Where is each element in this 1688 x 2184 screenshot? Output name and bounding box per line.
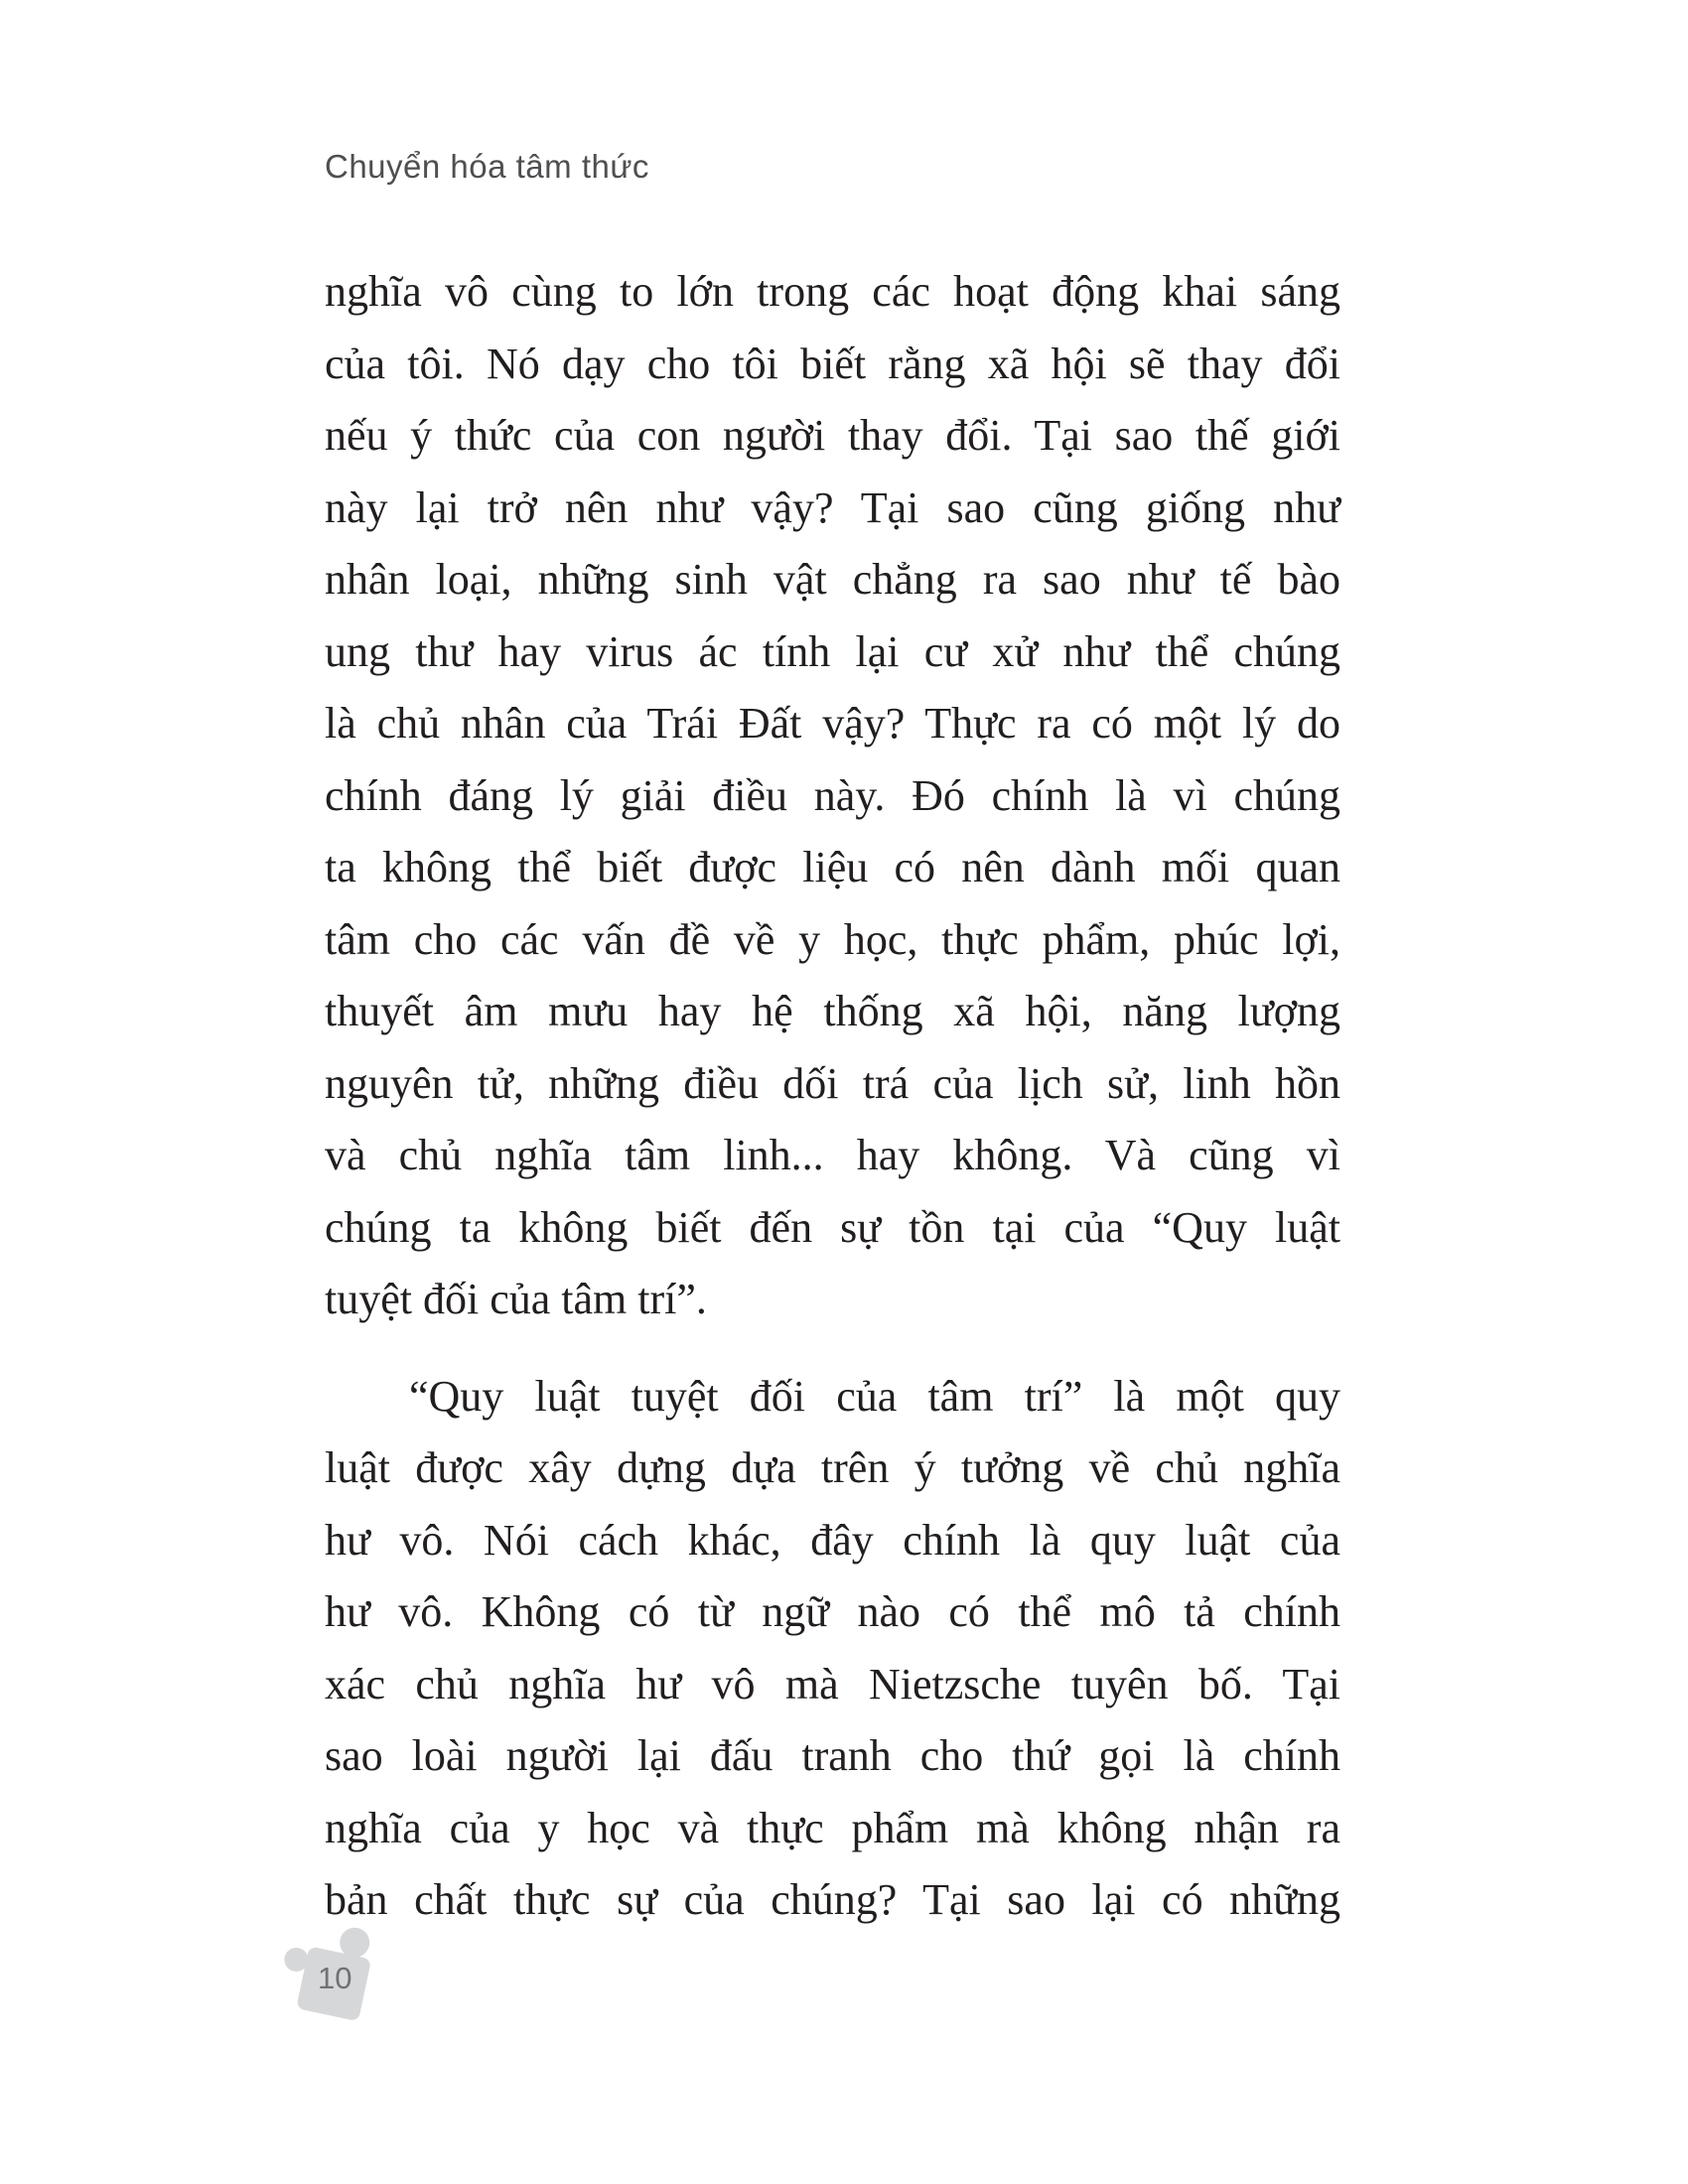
text-line: nhân loại, những sinh vật chẳng ra sao như tế bào <box>325 555 1340 604</box>
text-line: nguyên tử, những điều dối trá của lịch sử, linh hồn <box>325 1058 1340 1108</box>
text-line: ta không thể biết được liệu có nên dành mối quan <box>325 843 1340 891</box>
text-line: “Quy luật tuyệt đối của tâm trí” là một quy <box>409 1371 1340 1421</box>
text-line: của tôi. Nó dạy cho tôi biết rằng xã hội sẽ thay đổi <box>325 339 1340 388</box>
text-line: hư vô. Không có từ ngữ nào có thể mô tả chính <box>325 1587 1340 1636</box>
page-number: 10 <box>318 1961 352 1995</box>
text-line: bản chất thực sự của chúng? Tại sao lại có những <box>325 1875 1340 1924</box>
text-line: này lại trở nên như vậy? Tại sao cũng giống như <box>325 482 1340 532</box>
text-line: xác chủ nghĩa hư vô mà Nietzsche tuyên bố. Tại <box>325 1659 1340 1708</box>
text-line: ung thư hay virus ác tính lại cư xử như thể chúng <box>325 626 1340 676</box>
text-line: tuyệt đối của tâm trí”. <box>325 1275 707 1323</box>
text-line: chúng ta không biết đến sự tồn tại của “Quy luật <box>325 1202 1340 1252</box>
body-text <box>325 256 1340 1937</box>
text-line: là chủ nhân của Trái Đất vậy? Thực ra có một lý do <box>325 699 1340 748</box>
running-header: Chuyển hóa tâm thức <box>325 148 649 185</box>
text-line: hư vô. Nói cách khác, đây chính là quy luật của <box>325 1515 1340 1565</box>
text-line: nghĩa vô cùng to lớn trong các hoạt động khai sáng <box>325 267 1340 316</box>
text-line: tâm cho các vấn đề về y học, thực phẩm, phúc lợi, <box>325 914 1340 964</box>
text-line: nếu ý thức của con người thay đổi. Tại sao thế giới <box>325 411 1340 460</box>
text-line: nghĩa của y học và thực phẩm mà không nhận ra <box>325 1803 1340 1852</box>
text-line: sao loài người lại đấu tranh cho thứ gọi là chính <box>325 1731 1340 1780</box>
paragraph <box>325 256 1340 1336</box>
text-line: luật được xây dựng dựa trên ý tưởng về chủ nghĩa <box>325 1443 1340 1492</box>
paragraph <box>325 1361 1340 1937</box>
page-footer <box>281 1922 390 2031</box>
text-line: và chủ nghĩa tâm linh... hay không. Và cũng vì <box>325 1131 1340 1179</box>
text-line: chính đáng lý giải điều này. Đó chính là vì chúng <box>325 770 1340 820</box>
text-line: thuyết âm mưu hay hệ thống xã hội, năng lượng <box>325 987 1340 1035</box>
